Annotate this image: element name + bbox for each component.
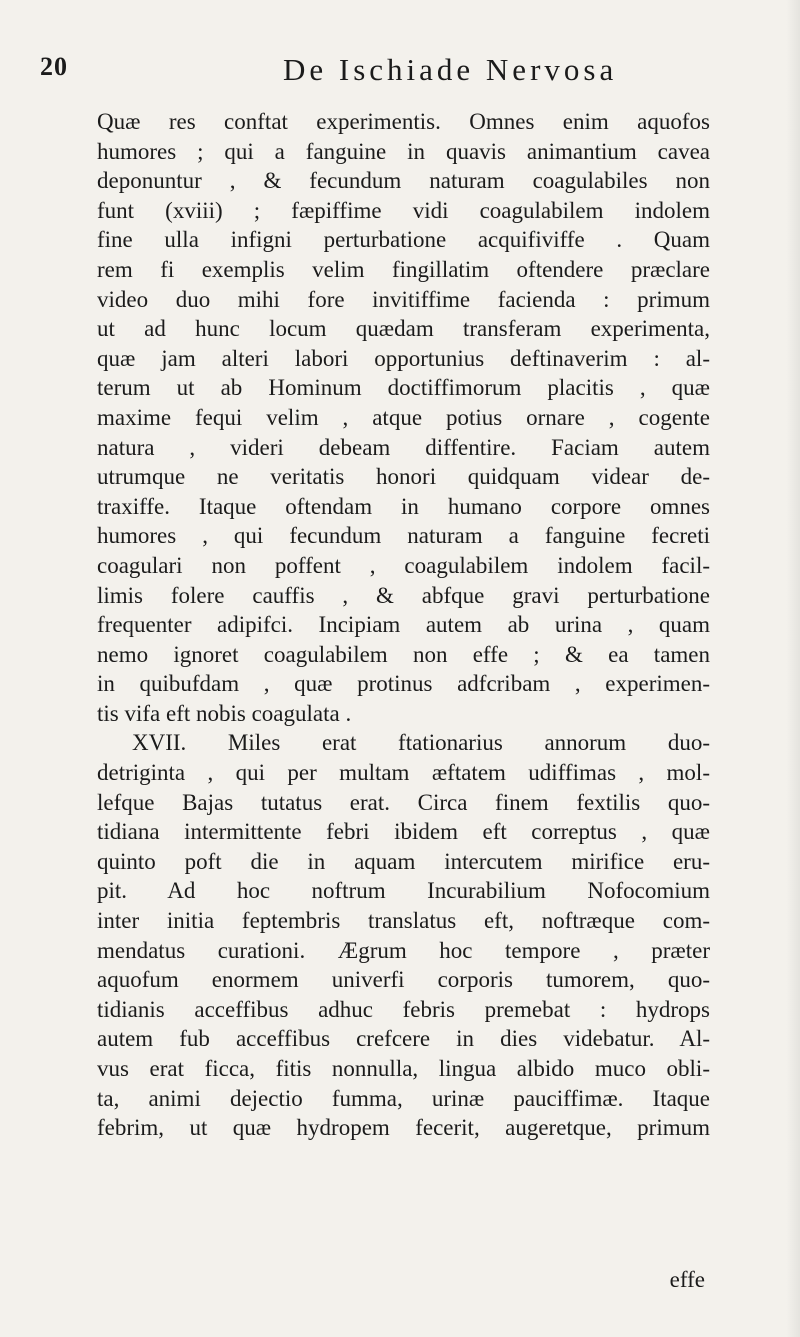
page-header bbox=[40, 52, 680, 92]
text-line: mendatus curationi. Ægrum hoc tempore , præter bbox=[97, 937, 710, 963]
body-text bbox=[97, 107, 710, 1143]
text-line: utrumque ne veritatis honori quidquam videar de- bbox=[97, 464, 710, 490]
text-line: ut ad hunc locum quædam transferam experimenta, bbox=[97, 316, 710, 342]
text-line: coagulari non poffent , coagulabilem indolem facil- bbox=[97, 552, 710, 578]
text-line: fine ulla infigni perturbatione acquifiviffe . Quam bbox=[97, 227, 710, 253]
text-line: terum ut ab Hominum doctiffimorum placitis , quæ bbox=[97, 375, 710, 401]
text-line: febrim, ut quæ hydropem fecerit, augeretque, primum bbox=[97, 1115, 710, 1141]
text-line: aquofum enormem univerfi corporis tumorem, quo- bbox=[97, 967, 710, 993]
text-line: detriginta , qui per multam æftatem udiffimas , mol- bbox=[97, 760, 710, 786]
text-line: video duo mihi fore invitiffime facienda : primum bbox=[97, 286, 710, 312]
text-line: nemo ignoret coagulabilem non effe ; & ea tamen bbox=[97, 641, 710, 667]
text-line: deponuntur , & fecundum naturam coagulabiles non bbox=[97, 168, 710, 194]
catchword: effe bbox=[669, 1267, 705, 1292]
text-line: tidianis acceffibus adhuc febris premebat : hydrops bbox=[97, 996, 710, 1022]
running-title: De Ischiade Nervosa bbox=[283, 52, 618, 87]
text-line: frequenter adipifci. Incipiam autem ab urina , quam bbox=[97, 612, 710, 638]
text-line: tis vifa eft nobis coagulata . bbox=[97, 700, 352, 726]
text-line: natura , videri debeam diffentire. Faciam autem bbox=[97, 434, 710, 460]
page-edge-shadow bbox=[786, 0, 800, 1337]
text-line: Quæ res conftat experimentis. Omnes enim aquofos bbox=[97, 109, 710, 134]
text-line: inter initia feptembris translatus eft, noftræque com- bbox=[97, 908, 710, 934]
text-line: humores ; qui a fanguine in quavis animantium cavea bbox=[97, 138, 710, 164]
text-line: rem fi exemplis velim fingillatim oftendere præclare bbox=[97, 256, 710, 282]
text-line: vus erat ficca, fitis nonnulla, lingua albido muco obli- bbox=[97, 1056, 710, 1081]
text-line: maxime fequi velim , atque potius ornare , cogente bbox=[97, 404, 710, 430]
text-line: lefque Bajas tutatus erat. Circa finem fextilis quo- bbox=[97, 789, 710, 815]
text-line: traxiffe. Itaque oftendam in humano corpore omnes bbox=[97, 493, 710, 519]
text-line: humores , qui fecundum naturam a fanguine fecreti bbox=[97, 523, 710, 549]
text-line: quinto poft die in aquam intercutem mirifice eru- bbox=[97, 848, 710, 874]
text-line: quæ jam alteri labori opportunius deftinaverim : al- bbox=[97, 345, 710, 371]
section-start-line: XVII. Miles erat ftationarius annorum duo- bbox=[132, 730, 710, 756]
text-line: autem fub acceffibus crefcere in dies videbatur. Al- bbox=[97, 1026, 710, 1052]
text-line: ta, animi dejectio fumma, urinæ pauciffimæ. Itaque bbox=[97, 1085, 710, 1111]
page-number: 20 bbox=[40, 52, 68, 81]
text-line: tidiana intermittente febri ibidem eft correptus , quæ bbox=[97, 819, 710, 845]
text-line: in quibufdam , quæ protinus adfcribam , experimen- bbox=[97, 671, 710, 697]
text-line: funt (xviii) ; fæpiffime vidi coagulabilem indolem bbox=[97, 197, 710, 223]
text-line: limis folere cauffis , & abfque gravi perturbatione bbox=[97, 582, 710, 608]
text-line: pit. Ad hoc noftrum Incurabilium Nofocomium bbox=[97, 878, 710, 904]
